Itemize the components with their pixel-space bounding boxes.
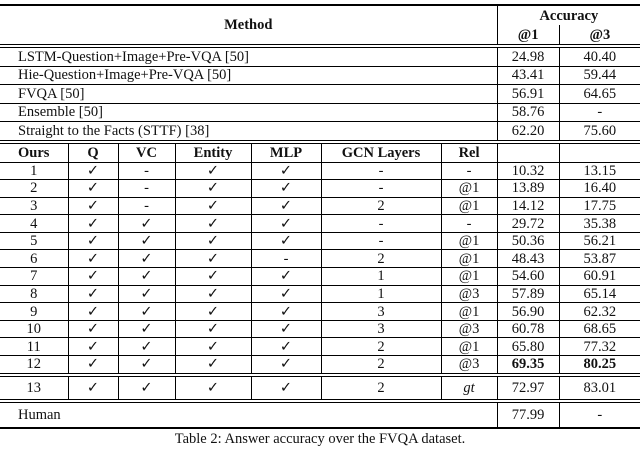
cell-mlp: ✓	[251, 375, 321, 401]
cell-mlp: ✓	[251, 197, 321, 215]
ablation-row	[0, 268, 640, 286]
cell-q: ✓	[68, 250, 118, 268]
cell-vc: ✓	[118, 250, 175, 268]
baseline-row	[0, 103, 640, 122]
cell-mlp: ✓	[251, 303, 321, 321]
cell-gcn: -	[321, 215, 441, 233]
method-name: Ensemble [50]	[0, 103, 497, 122]
cell-q: ✓	[68, 162, 118, 180]
ablation-row	[0, 162, 640, 180]
cell-rel: gt	[441, 375, 497, 401]
at3-header: @3	[559, 25, 640, 46]
cell-q: ✓	[68, 338, 118, 356]
cell-gcn: 3	[321, 303, 441, 321]
accuracy-at1: 24.98	[497, 46, 559, 66]
cell-rel: -	[441, 162, 497, 180]
cell-mlp: -	[251, 250, 321, 268]
cell-vc: -	[118, 180, 175, 198]
cell-q: ✓	[68, 375, 118, 401]
cell-gcn: 2	[321, 375, 441, 401]
cell-at1: 50.36	[497, 232, 559, 250]
cell-at1: 72.97	[497, 375, 559, 401]
human-at3: -	[559, 401, 640, 428]
cell-rel: @1	[441, 250, 497, 268]
cell-mlp: ✓	[251, 320, 321, 338]
cell-id: 9	[0, 303, 68, 321]
baseline-row	[0, 85, 640, 104]
human-at1: 77.99	[497, 401, 559, 428]
cell-q: ✓	[68, 285, 118, 303]
cell-mlp: ✓	[251, 268, 321, 286]
cell-at1: 29.72	[497, 215, 559, 233]
cell-q: ✓	[68, 180, 118, 198]
cell-q: ✓	[68, 232, 118, 250]
cell-at3: 60.91	[559, 268, 640, 286]
cell-entity: ✓	[175, 250, 251, 268]
ablation-row	[0, 356, 640, 375]
cell-vc: ✓	[118, 375, 175, 401]
cell-at1: 14.12	[497, 197, 559, 215]
empty-header-cell	[559, 142, 640, 163]
cell-q: ✓	[68, 197, 118, 215]
cell-id: 1	[0, 162, 68, 180]
baseline-row	[0, 46, 640, 66]
ablation-row	[0, 338, 640, 356]
accuracy-header: Accuracy	[497, 5, 640, 25]
cell-entity: ✓	[175, 180, 251, 198]
cell-vc: -	[118, 197, 175, 215]
cell-gcn: 1	[321, 268, 441, 286]
cell-rel: @1	[441, 303, 497, 321]
cell-gcn: -	[321, 180, 441, 198]
at1-header: @1	[497, 25, 559, 46]
cell-at3: 77.32	[559, 338, 640, 356]
cell-at1: 10.32	[497, 162, 559, 180]
cell-at3: 83.01	[559, 375, 640, 401]
cell-at1: 54.60	[497, 268, 559, 286]
cell-id: 2	[0, 180, 68, 198]
cell-rel: @1	[441, 180, 497, 198]
cell-entity: ✓	[175, 215, 251, 233]
human-row	[0, 401, 640, 428]
accuracy-at1: 62.20	[497, 122, 559, 142]
cell-mlp: ✓	[251, 338, 321, 356]
cell-gcn: 2	[321, 250, 441, 268]
cell-vc: ✓	[118, 232, 175, 250]
cell-vc: -	[118, 162, 175, 180]
cell-at3: 13.15	[559, 162, 640, 180]
ablation-row	[0, 285, 640, 303]
cell-q: ✓	[68, 268, 118, 286]
cell-mlp: ✓	[251, 285, 321, 303]
cell-id: 13	[0, 375, 68, 401]
ablation-col-header: Q	[68, 142, 118, 163]
ablation-col-header: MLP	[251, 142, 321, 163]
cell-q: ✓	[68, 215, 118, 233]
cell-at3: 65.14	[559, 285, 640, 303]
accuracy-at3: 40.40	[559, 46, 640, 66]
cell-rel: @3	[441, 356, 497, 375]
cell-q: ✓	[68, 356, 118, 375]
cell-entity: ✓	[175, 320, 251, 338]
ablation-col-header: GCN Layers	[321, 142, 441, 163]
cell-id: 7	[0, 268, 68, 286]
cell-rel: @1	[441, 338, 497, 356]
cell-gcn: -	[321, 162, 441, 180]
accuracy-at1: 43.41	[497, 66, 559, 85]
cell-mlp: ✓	[251, 356, 321, 375]
cell-q: ✓	[68, 303, 118, 321]
cell-id: 11	[0, 338, 68, 356]
cell-rel: @3	[441, 285, 497, 303]
cell-gcn: 3	[321, 320, 441, 338]
cell-id: 10	[0, 320, 68, 338]
gt-row	[0, 375, 640, 401]
cell-id: 12	[0, 356, 68, 375]
method-name: FVQA [50]	[0, 85, 497, 104]
cell-id: 6	[0, 250, 68, 268]
cell-gcn: 2	[321, 356, 441, 375]
cell-at1: 69.35	[497, 356, 559, 375]
method-name: LSTM-Question+Image+Pre-VQA [50]	[0, 46, 497, 66]
cell-at3: 68.65	[559, 320, 640, 338]
cell-rel: @1	[441, 268, 497, 286]
cell-id: 5	[0, 232, 68, 250]
accuracy-at3: 64.65	[559, 85, 640, 104]
cell-at3: 56.21	[559, 232, 640, 250]
cell-gcn: 2	[321, 197, 441, 215]
cell-vc: ✓	[118, 303, 175, 321]
human-label: Human	[0, 401, 497, 428]
table-caption: Table 2: Answer accuracy over the FVQA dataset.	[174, 430, 466, 447]
accuracy-at3: 59.44	[559, 66, 640, 85]
cell-rel: @1	[441, 232, 497, 250]
ablation-col-header: Entity	[175, 142, 251, 163]
accuracy-at3: -	[559, 103, 640, 122]
cell-at3: 17.75	[559, 197, 640, 215]
ablation-row	[0, 197, 640, 215]
cell-id: 8	[0, 285, 68, 303]
cell-vc: ✓	[118, 285, 175, 303]
cell-entity: ✓	[175, 285, 251, 303]
cell-gcn: -	[321, 232, 441, 250]
cell-entity: ✓	[175, 375, 251, 401]
empty-header-cell	[497, 142, 559, 163]
cell-at3: 53.87	[559, 250, 640, 268]
cell-vc: ✓	[118, 356, 175, 375]
cell-entity: ✓	[175, 338, 251, 356]
method-header: Method	[224, 17, 273, 33]
ablation-row	[0, 232, 640, 250]
cell-entity: ✓	[175, 232, 251, 250]
cell-gcn: 2	[321, 338, 441, 356]
cell-q: ✓	[68, 320, 118, 338]
accuracy-at1: 58.76	[497, 103, 559, 122]
ablation-col-header: Ours	[0, 142, 68, 163]
cell-at3: 35.38	[559, 215, 640, 233]
accuracy-at1: 56.91	[497, 85, 559, 104]
cell-id: 3	[0, 197, 68, 215]
cell-at3: 80.25	[559, 356, 640, 375]
cell-gcn: 1	[321, 285, 441, 303]
cell-id: 4	[0, 215, 68, 233]
ablation-row	[0, 180, 640, 198]
cell-rel: -	[441, 215, 497, 233]
cell-at1: 60.78	[497, 320, 559, 338]
cell-at3: 62.32	[559, 303, 640, 321]
ablation-header-row	[0, 142, 640, 163]
method-name: Straight to the Facts (STTF) [38]	[0, 122, 497, 142]
cell-mlp: ✓	[251, 215, 321, 233]
cell-entity: ✓	[175, 356, 251, 375]
cell-entity: ✓	[175, 268, 251, 286]
ablation-row	[0, 215, 640, 233]
cell-mlp: ✓	[251, 162, 321, 180]
cell-entity: ✓	[175, 162, 251, 180]
cell-at1: 57.89	[497, 285, 559, 303]
cell-mlp: ✓	[251, 232, 321, 250]
ablation-row	[0, 320, 640, 338]
ablation-row	[0, 303, 640, 321]
cell-vc: ✓	[118, 320, 175, 338]
cell-at1: 13.89	[497, 180, 559, 198]
ablation-col-header: Rel	[441, 142, 497, 163]
cell-vc: ✓	[118, 338, 175, 356]
ablation-row	[0, 250, 640, 268]
ablation-col-header: VC	[118, 142, 175, 163]
cell-entity: ✓	[175, 303, 251, 321]
cell-at1: 65.80	[497, 338, 559, 356]
cell-vc: ✓	[118, 268, 175, 286]
cell-at1: 48.43	[497, 250, 559, 268]
method-name: Hie-Question+Image+Pre-VQA [50]	[0, 66, 497, 85]
cell-mlp: ✓	[251, 180, 321, 198]
cell-vc: ✓	[118, 215, 175, 233]
cell-entity: ✓	[175, 197, 251, 215]
baseline-row	[0, 66, 640, 85]
accuracy-at3: 75.60	[559, 122, 640, 142]
baseline-row	[0, 122, 640, 142]
cell-at3: 16.40	[559, 180, 640, 198]
cell-rel: @3	[441, 320, 497, 338]
results-table	[0, 4, 640, 429]
cell-at1: 56.90	[497, 303, 559, 321]
cell-rel: @1	[441, 197, 497, 215]
